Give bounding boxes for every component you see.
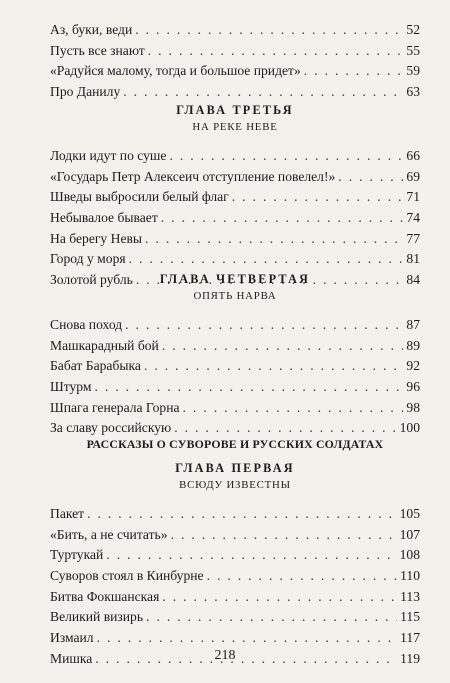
toc-entry-page: 107 <box>399 526 420 542</box>
toc-entry <box>50 61 420 82</box>
toc-entry-page: 74 <box>406 210 420 226</box>
toc-entry <box>50 607 420 628</box>
toc-entry-title: Золотой рубль <box>50 272 133 288</box>
leader-dots <box>304 61 404 82</box>
toc-entry-page: 69 <box>406 168 420 184</box>
toc-entry-page: 92 <box>406 358 420 374</box>
leader-dots <box>145 229 403 250</box>
toc-entry-title: На берегу Невы <box>50 230 143 246</box>
toc-entry-title: Шведы выбросили белый флаг <box>50 189 229 205</box>
chapter-heading: ГЛАВА ЧЕТВЕРТАЯ <box>159 272 311 286</box>
toc-entry-title: «Бить, а не считать» <box>50 526 168 542</box>
toc-entry <box>50 187 420 208</box>
leader-dots <box>207 566 398 587</box>
leader-dots <box>94 377 403 398</box>
leader-dots <box>171 525 397 546</box>
toc-entry-page: 117 <box>400 630 420 646</box>
leader-dots <box>232 187 404 208</box>
toc-entry <box>50 41 420 62</box>
toc-entry-title: Аз, буки, веди <box>50 22 133 37</box>
toc-entry-page: 77 <box>406 230 420 246</box>
toc-entry-title: Великий визирь <box>50 609 144 625</box>
toc-entry <box>50 356 420 377</box>
leader-dots <box>162 336 404 357</box>
toc-entry <box>50 504 420 525</box>
toc-entry <box>50 146 420 167</box>
toc-entry-title: Про Данилу <box>50 84 121 100</box>
section-heading: РАССКАЗЫ О СУВОРОВЕ И РУССКИХ СОЛДАТАХ <box>86 437 384 451</box>
toc-entry <box>50 545 420 566</box>
toc-entry-title: Суворов стоял в Кинбурне <box>50 568 204 584</box>
leader-dots <box>129 249 404 270</box>
toc-entry-page: 63 <box>406 84 420 100</box>
toc-entry-title: Бабат Барабыка <box>50 358 141 374</box>
chapter-subtitle: ОПЯТЬ НАРВА <box>193 290 277 302</box>
toc-entry <box>50 566 420 587</box>
toc-entry-title: Штурм <box>50 379 92 395</box>
toc-entry <box>50 377 420 398</box>
toc-entry <box>50 167 420 188</box>
leader-dots <box>144 356 403 377</box>
toc-entry-page: 89 <box>406 337 420 353</box>
leader-dots <box>97 628 398 649</box>
leader-dots <box>87 504 397 525</box>
toc-entry-page: 52 <box>406 22 420 37</box>
toc-group-3 <box>50 315 420 439</box>
toc-entry <box>50 208 420 229</box>
toc-entry-page: 71 <box>406 189 420 205</box>
toc-entry <box>50 229 420 250</box>
toc-entry-title: Туртукай <box>50 547 104 563</box>
toc-group-1 <box>50 20 420 103</box>
toc-entry-page: 96 <box>406 379 420 395</box>
toc-group-2 <box>50 146 420 291</box>
leader-dots <box>146 607 397 628</box>
toc-entry-title: «Государь Петр Алексеич отступление повелел!» <box>50 168 336 184</box>
leader-dots <box>123 82 403 103</box>
leader-dots <box>135 20 403 41</box>
toc-entry-page: 81 <box>406 251 420 267</box>
toc-entry-page: 113 <box>400 588 420 604</box>
chapter-heading: ГЛАВА ПЕРВАЯ <box>175 461 295 475</box>
leader-dots <box>106 545 396 566</box>
toc-entry-title: Снова поход <box>50 317 123 332</box>
toc-entry-title: Мишка <box>50 650 93 666</box>
leader-dots <box>148 41 404 62</box>
leader-dots <box>338 167 403 188</box>
toc-entry-title: Пусть все знают <box>50 42 145 58</box>
toc-entry-title: Шпага генерала Горна <box>50 399 180 415</box>
chapter-heading: ГЛАВА ТРЕТЬЯ <box>176 103 294 117</box>
toc-entry-page: 59 <box>406 63 420 79</box>
toc-entry-page: 108 <box>399 547 420 563</box>
toc-entry-title: Небывалое бывает <box>50 210 158 226</box>
leader-dots <box>125 315 403 336</box>
toc-entry <box>50 336 420 357</box>
toc-entry-title: «Радуйся малому, тогда и большое придет» <box>50 63 301 79</box>
toc-group-4 <box>50 504 420 670</box>
toc-entry-title: За славу российскую <box>50 420 172 436</box>
toc-entry-page: 87 <box>406 317 420 332</box>
toc-entry <box>50 20 420 41</box>
toc-entry <box>50 628 420 649</box>
toc-entry-page: 119 <box>400 650 420 666</box>
leader-dots <box>169 146 403 167</box>
toc-entry <box>50 587 420 608</box>
toc-entry-title: Лодки идут по суше <box>50 148 167 163</box>
toc-entry-page: 84 <box>406 272 420 288</box>
chapter-subtitle: ВСЮДУ ИЗВЕСТНЫ <box>179 479 291 491</box>
toc-entry <box>50 398 420 419</box>
leader-dots <box>162 587 397 608</box>
toc-entry-page: 55 <box>406 42 420 58</box>
leader-dots <box>161 208 404 229</box>
toc-entry-title: Пакет <box>50 506 85 521</box>
toc-entry-title: Битва Фокшанская <box>50 588 160 604</box>
toc-entry-title: Машкарадный бой <box>50 337 159 353</box>
toc-entry-page: 98 <box>406 399 420 415</box>
toc-entry-page: 115 <box>400 609 420 625</box>
toc-entry <box>50 249 420 270</box>
toc-entry-page: 105 <box>399 506 420 521</box>
leader-dots <box>183 398 404 419</box>
chapter-subtitle: НА РЕКЕ НЕВЕ <box>192 121 278 133</box>
toc-entry-page: 66 <box>406 148 420 163</box>
page-number: 218 <box>214 648 236 663</box>
toc-entry-page: 110 <box>400 568 420 584</box>
toc-entry <box>50 82 420 103</box>
toc-entry-title: Город у моря <box>50 251 126 267</box>
toc-entry-page: 100 <box>399 420 420 436</box>
toc-entry <box>50 315 420 336</box>
toc-entry <box>50 525 420 546</box>
toc-entry-title: Измаил <box>50 630 94 646</box>
